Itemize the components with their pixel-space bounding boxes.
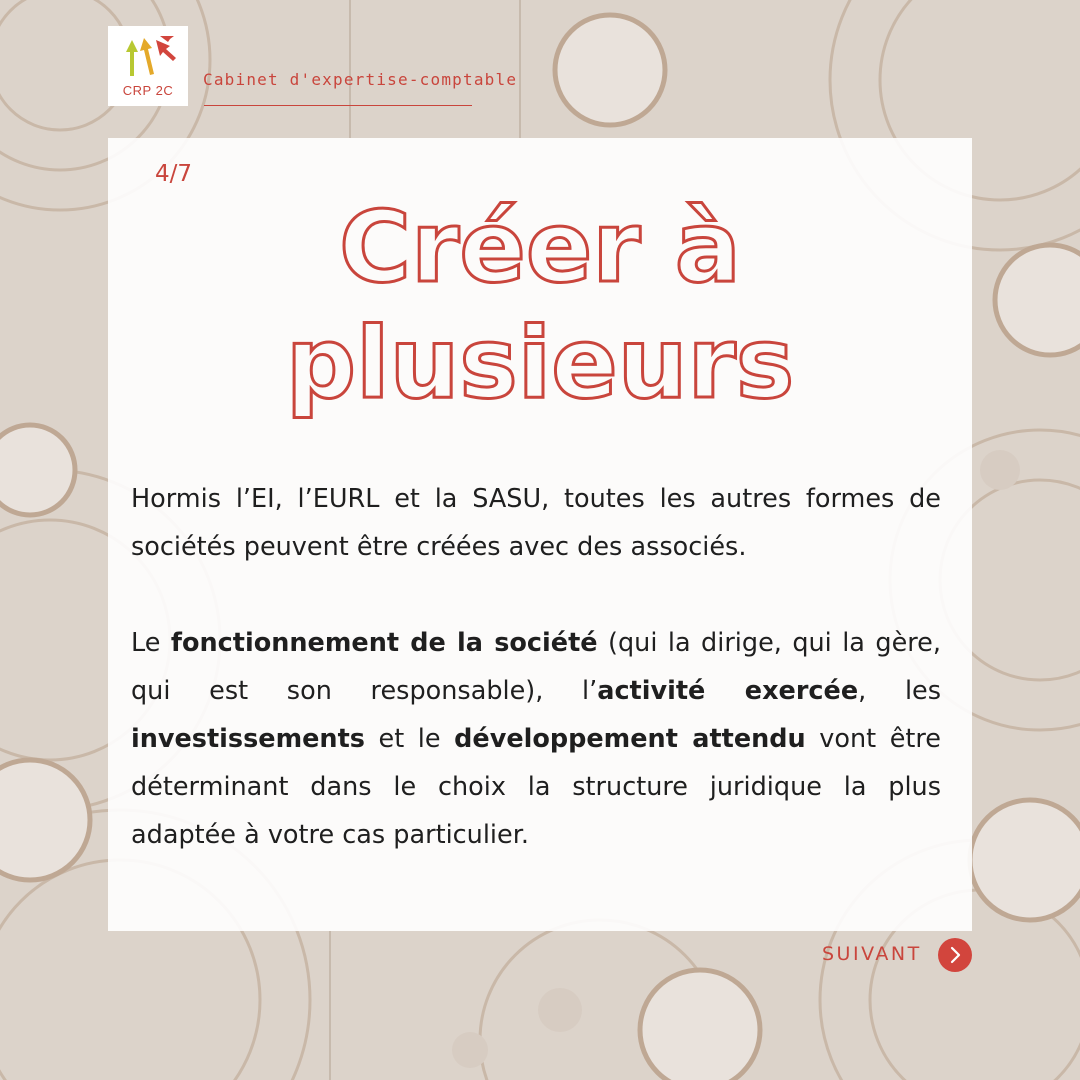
company-logo	[108, 26, 188, 106]
next-label[interactable]: SUIVANT	[822, 943, 922, 965]
p2-bold-2: activité exercée	[597, 676, 859, 706]
page-indicator: 4/7	[155, 161, 193, 187]
p2-bold-3: investissements	[131, 724, 365, 754]
p2-text-2: (qui la dirige, qui la gère, qui est son responsable), l’	[131, 628, 941, 706]
p2-text-5: vont être déterminant dans le choix la structure juridique la plus adaptée à votre cas particulier.	[131, 724, 941, 850]
company-tagline: Cabinet d'expertise-comptable	[203, 70, 518, 89]
tagline-divider	[204, 105, 472, 106]
paragraph-2	[131, 619, 941, 859]
title-line-2: plusieurs	[285, 307, 795, 421]
p2-text-4: et le	[364, 724, 455, 754]
p2-bold-1: fonctionnement de la société	[170, 628, 598, 658]
paragraph-1: Hormis l’EI, l’EURL et la SASU, toutes les autres formes de sociétés peuvent être créées avec des associés.	[131, 484, 941, 562]
logo-text: CRP 2C	[122, 83, 174, 98]
p2-text-1: Le	[131, 628, 171, 658]
arrows-logo-icon	[108, 30, 188, 90]
chevron-right-icon[interactable]	[938, 938, 972, 972]
title-line-1: Créer à	[339, 191, 741, 305]
body-text	[131, 475, 941, 859]
slide-title	[108, 190, 972, 422]
p2-bold-4: développement attendu	[454, 724, 806, 754]
p2-text-3: , les	[858, 676, 942, 706]
